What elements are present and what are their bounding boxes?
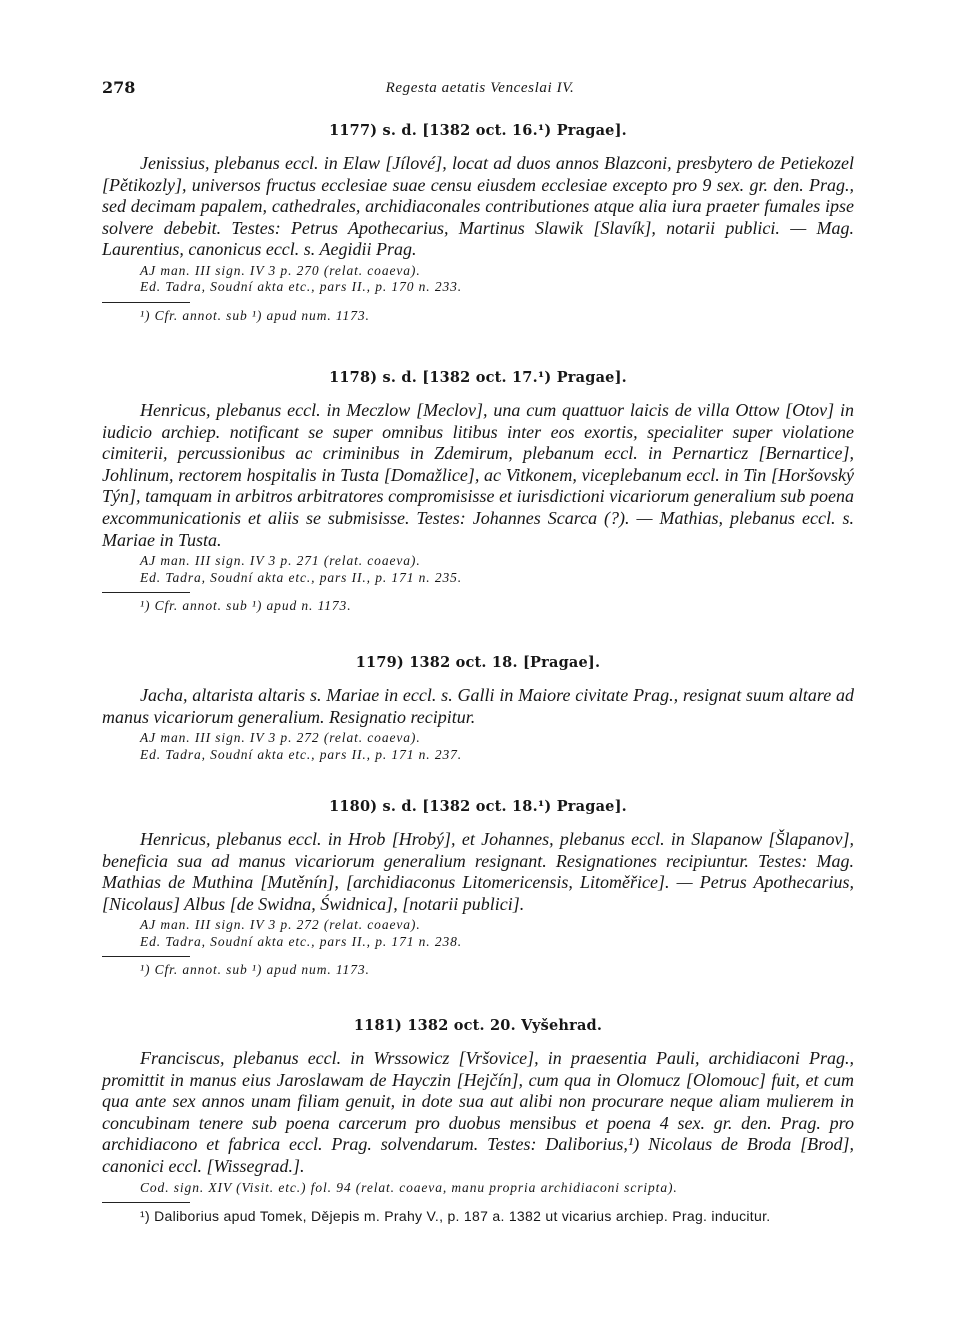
entry-title: 1179) 1382 oct. 18. [Pragae]. (355, 654, 601, 671)
footnote: ¹) Cfr. annot. sub ¹) apud num. 1173. (140, 307, 370, 323)
source-edition: Ed. Tadra, Soudní akta etc., pars II., p. 170 n. 233. (140, 279, 463, 295)
footnote: ¹) Daliborius apud Tomek, Dějepis m. Prahy V., p. 187 a. 1382 ut vicarius archiep. Prag. inducitur. (140, 1208, 771, 1225)
source-manuscript: AJ man. III sign. IV 3 p. 271 (relat. coaeva). (140, 553, 421, 569)
source-edition: Ed. Tadra, Soudní akta etc., pars II., p. 171 n. 235. (140, 569, 463, 585)
entry-body: Jenissius, plebanus eccl. in Elaw [Jílové], locat ad duos annos Blazconi, presbytero de Petiekozel [Pětikozly], universos fructus ecclesiae suae censu eiusdem ecclesiae excepto pro 9 sex. gr. den. Prag., sed decimam papalem, cathedrales, archidiaconales contributiones atque alia iura praeter fumales ipse solvere debebit. Testes: Petrus Apothecarius, Martinus Slawik [Slavík], notarii publici. — Mag. Laurentius, canonicus eccl. s. Aegidii Prag. (102, 153, 854, 260)
regest-entry-1179 (102, 654, 854, 763)
entry-title: 1177) s. d. [1382 oct. 16.¹) Pragae]. (329, 122, 627, 139)
regest-entry-1177 (102, 122, 854, 324)
footnote-rule (102, 1202, 190, 1203)
entry-title: 1180) s. d. [1382 oct. 18.¹) Pragae]. (329, 798, 627, 815)
footnote-rule (102, 956, 190, 957)
entry-body: Jacha, altarista altaris s. Mariae in eccl. s. Galli in Maiore civitate Prag., resignat suum altare ad manus vicariorum generalium. Resignatio recipitur. (102, 685, 854, 727)
page-number: 278 (102, 78, 136, 97)
regest-entry-1178 (102, 369, 854, 614)
footnote: ¹) Cfr. annot. sub ¹) apud n. 1173. (140, 598, 352, 614)
source-edition: Ed. Tadra, Soudní akta etc., pars II., p. 171 n. 237. (140, 746, 463, 762)
footnote-rule (102, 302, 190, 303)
source-manuscript: Cod. sign. XIV (Visit. etc.) fol. 94 (relat. coaeva, manu propria archidiaconi scripta). (140, 1179, 678, 1195)
entry-title: 1181) 1382 oct. 20. Vyšehrad. (353, 1017, 603, 1034)
regest-entry-1180 (102, 798, 854, 978)
regest-entry-1181 (102, 1017, 854, 1224)
entry-body: Henricus, plebanus eccl. in Meczlow [Meclov], una cum quattuor laicis de villa Ottow [Otov] in iudicio archiep. notificant se super omnibus litibus inter eos exortis, specialiter super violatione cimiterii, percussionibus ac criminibus in Zdemirum, plebanum eccl. in Pernarticz [Bernartice], Johlinum, rectorem hospitalis in Tusta [Domažlice], ac Vitkonem, viceplebanum eccl. in Tin [Horšovský Týn], tamquam in arbitros arbitratores compromisisse et iurisdictioni vicariorum generalium sub poena excommunicationis et aliis se submisisse. Testes: Johannes Scarca (?). — Mathias, plebanus eccl. s. Mariae in Tusta. (102, 400, 854, 550)
source-manuscript: AJ man. III sign. IV 3 p. 270 (relat. coaeva). (140, 262, 421, 278)
entry-title: 1178) s. d. [1382 oct. 17.¹) Pragae]. (329, 369, 627, 386)
footnote-rule (102, 592, 190, 593)
footnote: ¹) Cfr. annot. sub ¹) apud num. 1173. (140, 962, 370, 978)
entry-body: Franciscus, plebanus eccl. in Wrssowicz [Vršovice], in praesentia Pauli, archidiaconi Prag., promittit in manus eius Jaroslawam de Hayczin [Hejčín], cum qua in Olomucz [Olomouc] fuit, et cum qua ante sex annos unam filiam genuit, in dote sua aut alibi non procurare neque aliam mulierem in concubinam tenere sub poena carcerum pro duobus mensibus et poena 4 sex. gr. den. Prag. pro archidiacono et fabrica eccl. Prag. solvendarum. Testes: Daliborius,¹) Nicolaus de Broda [Brod], canonici eccl. [Wissegrad.]. (102, 1048, 854, 1176)
source-edition: Ed. Tadra, Soudní akta etc., pars II., p. 171 n. 238. (140, 933, 463, 949)
page-header (102, 78, 858, 104)
source-manuscript: AJ man. III sign. IV 3 p. 272 (relat. coaeva). (140, 917, 421, 933)
source-manuscript: AJ man. III sign. IV 3 p. 272 (relat. coaeva). (140, 730, 421, 746)
running-title: Regesta aetatis Venceslai IV. (385, 80, 575, 96)
entry-body: Henricus, plebanus eccl. in Hrob [Hrobý], et Johannes, plebanus eccl. in Slapanow [Šlapanov], beneficia sua ad manus vicariorum generalium resignant. Resignationes recipiuntur. Testes: Mag. Mathias de Muthina [Mutěnín], [archidiaconus Litomericensis, Litoměřice]. — Petrus Apothecarius, [Nicolaus] Albus [de Swidna, Świdnica], [notarii publici]. (102, 829, 854, 914)
